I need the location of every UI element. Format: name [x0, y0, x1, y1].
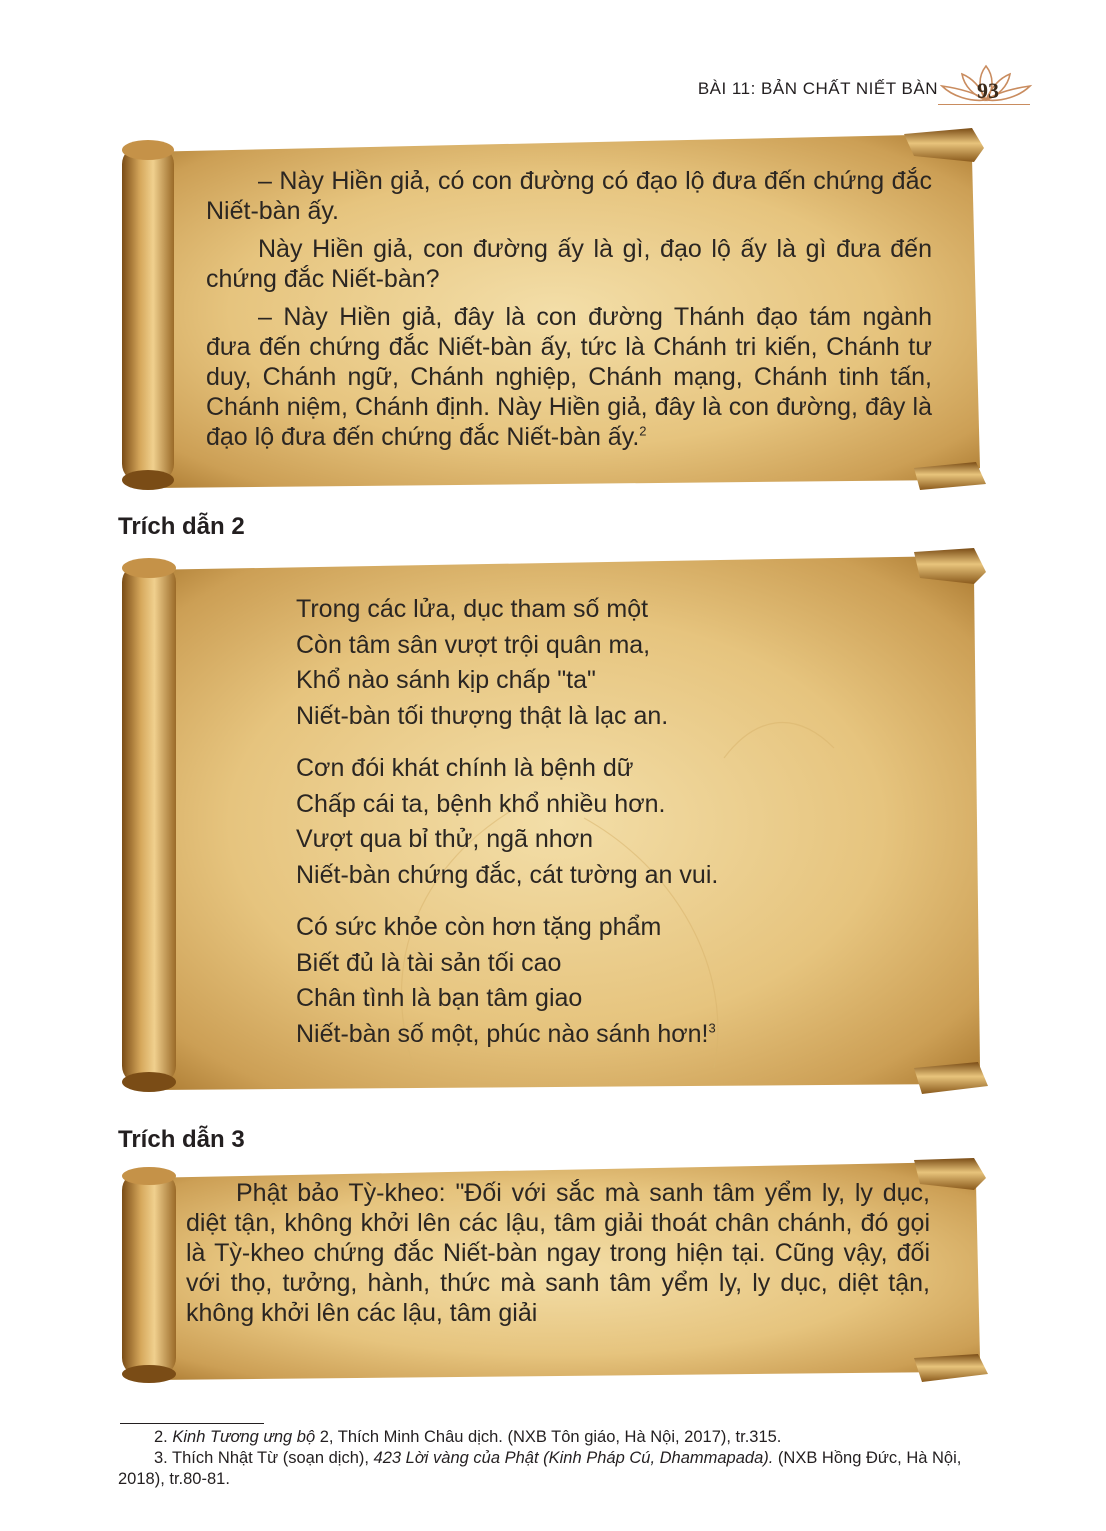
paragraph-text: – Này Hiền giả, đây là con đường Thánh đạo tám ngành đưa đến chứng đắc Niết-bàn ấy, tức là Chánh tri kiến, Chánh tư duy, Chánh ngữ, Chánh nghiệp, Chánh mạng, Chánh tinh tấn, Chánh niệm, Chánh định. Này Hiền giả, đây là con đường, đây là đạo lộ đưa đến chứng đắc Niết-bàn ấy.: [206, 303, 932, 451]
poem-line: Trong các lửa, dục tham số một: [296, 595, 649, 623]
footnote-divider: [120, 1423, 264, 1424]
poem-line: Có sức khỏe còn hơn tặng phẩm: [296, 913, 662, 941]
page-header: [0, 68, 1106, 108]
footnote-2: [118, 1427, 988, 1448]
poem-line: Niết-bàn tối thượng thật là lạc an.: [296, 701, 669, 730]
poem-line: Cơn đói khát chính là bệnh dữ: [296, 754, 634, 782]
poem-line: Khổ nào sánh kịp chấp "ta": [296, 666, 596, 694]
stanza: [296, 910, 896, 1052]
paragraph: Phật bảo Tỳ-kheo: "Đối với sắc mà sanh tâm yểm ly, ly dục, diệt tận, không khởi lên các lậu, tâm giải thoát chân chánh, đó gọi là Tỳ-kheo chứng đắc Niết-bàn ngay trong hiện tại. Cũng vậy, đối với thọ, tưởng, hành, thức mà sanh tâm yểm ly, ly dục, diệt tận, không khởi lên các lậu, tâm giải: [186, 1179, 930, 1327]
poem-line: Niết-bàn chứng đắc, cát tường an vui.: [296, 860, 719, 889]
paragraph: – Này Hiền giả, có con đường có đạo lộ đưa đến chứng đắc Niết-bàn ấy.: [206, 167, 932, 225]
poem-line: Chân tình là bạn tâm giao: [296, 984, 583, 1012]
footnote-text: Thích Nhật Từ (soạn dịch),: [167, 1449, 374, 1467]
footnotes: [118, 1427, 988, 1490]
footnote-ref: 3: [708, 1020, 716, 1036]
quote-scroll-2: [114, 548, 988, 1094]
poem-line: Vượt qua bỉ thử, ngã nhơn: [296, 825, 593, 853]
section-title-2: Trích dẫn 2: [118, 513, 245, 540]
chapter-title: BÀI 11: BẢN CHẤT NIẾT BÀN: [697, 79, 938, 98]
paragraph: [206, 302, 932, 452]
paragraph: Này Hiền giả, con đường ấy là gì, đạo lộ ấy là gì đưa đến chứng đắc Niết-bàn?: [206, 235, 932, 293]
stanza: [296, 592, 896, 734]
poem-line: Còn tâm sân vượt trội quân ma,: [296, 630, 651, 659]
footnote-title: 423 Lời vàng của Phật (Kinh Pháp Cú, Dhammapada).: [373, 1449, 774, 1467]
footnote-text: (NXB Hồng Đức, Hà Nội, 2018), tr.80-81.: [118, 1449, 962, 1488]
section-title-3: Trích dẫn 3: [118, 1126, 245, 1153]
quote-text-3: [186, 1178, 930, 1336]
quote-scroll-1: [114, 128, 988, 492]
footnote-number: 2.: [154, 1428, 168, 1446]
page-number: 93: [977, 78, 999, 103]
poem-line: Biết đủ là tài sản tối cao: [296, 948, 562, 977]
poem-line: [296, 1017, 896, 1053]
poem: [296, 592, 896, 1069]
stanza: [296, 751, 896, 893]
poem-line: Chấp cái ta, bệnh khổ nhiều hơn.: [296, 789, 666, 818]
footnote-ref: 2: [639, 423, 647, 439]
poem-line-text: Niết-bàn số một, phúc nào sánh hơn!: [296, 1019, 709, 1048]
footnote-text: 2, Thích Minh Châu dịch. (NXB Tôn giáo, Hà Nội, 2017), tr.315.: [315, 1428, 782, 1446]
footnote-number: 3.: [154, 1449, 168, 1467]
quote-scroll-3: [114, 1158, 988, 1386]
footnote-title: Kinh Tương ưng bộ: [172, 1428, 316, 1446]
footnote-3: [118, 1448, 988, 1490]
quote-text-1: [206, 166, 932, 460]
